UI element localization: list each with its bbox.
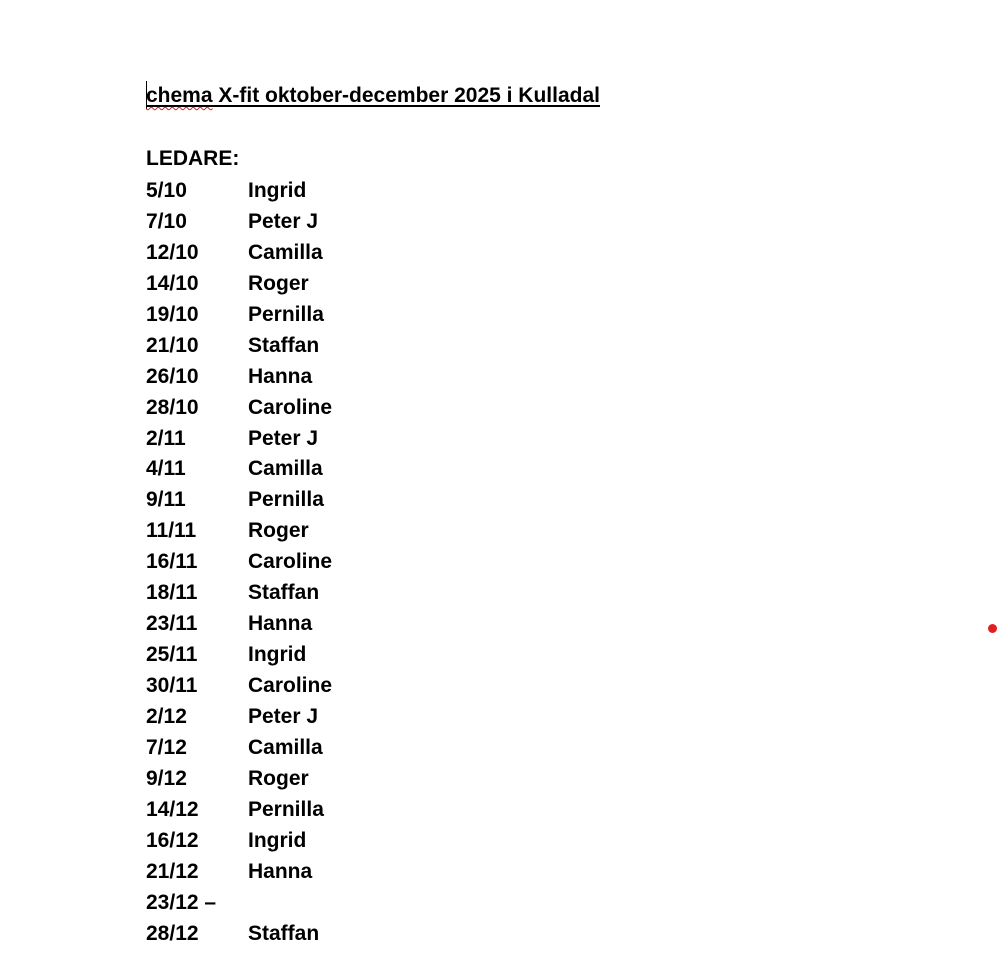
schedule-leader: Hanna [248, 364, 313, 388]
schedule-row [146, 702, 332, 733]
schedule-date: 16/11 [146, 550, 198, 574]
schedule-date: 23/11 [146, 612, 198, 636]
schedule-date: 30/11 [146, 674, 198, 697]
schedule-date: 28/10 [146, 395, 199, 419]
schedule-leader: Caroline [248, 395, 333, 419]
schedule-date: 9/11 [146, 488, 186, 512]
schedule-leader: Ingrid [248, 179, 307, 202]
schedule-leader: Caroline [248, 674, 333, 697]
schedule-row [146, 300, 332, 331]
schedule-row [146, 764, 332, 795]
schedule-date: 4/11 [146, 457, 186, 481]
schedule-date: 7/10 [146, 209, 187, 233]
schedule-row [146, 733, 332, 764]
schedule-row [146, 888, 332, 919]
schedule-row [146, 238, 332, 269]
schedule-row [146, 393, 332, 424]
schedule-date: 21/10 [146, 333, 199, 357]
schedule-row [146, 516, 332, 547]
schedule-row [146, 207, 332, 238]
title-rest: X-fit oktober-december 2025 i Kulladal [212, 84, 600, 107]
schedule-leader: Pernilla [248, 302, 324, 326]
document-title[interactable] [146, 84, 600, 108]
schedule-leader: Ingrid [248, 643, 307, 667]
schedule-leader: Staffan [248, 921, 320, 945]
schedule-row [146, 331, 332, 362]
schedule-row [146, 454, 332, 485]
schedule-row [146, 857, 332, 888]
schedule-date: 2/12 [146, 704, 187, 728]
schedule-leader: Pernilla [248, 488, 324, 512]
schedule-row [146, 795, 332, 826]
schedule-date: 14/12 [146, 797, 199, 821]
schedule-leader: Peter J [248, 209, 319, 233]
section-label-ledare: LEDARE: [146, 147, 240, 170]
red-marker-dot [988, 624, 997, 633]
schedule-leader: Hanna [248, 612, 313, 636]
schedule-leader: Ingrid [248, 828, 307, 852]
schedule-list [146, 176, 332, 949]
schedule-row [146, 826, 332, 857]
schedule-leader: Peter J [248, 426, 319, 450]
schedule-row [146, 485, 332, 516]
schedule-date: 19/10 [146, 302, 199, 326]
schedule-row [146, 919, 332, 950]
schedule-row [146, 269, 332, 300]
schedule-leader: Pernilla [248, 797, 324, 821]
schedule-leader: Camilla [248, 735, 323, 759]
schedule-date: 14/10 [146, 271, 199, 295]
schedule-row [146, 671, 332, 702]
schedule-date: 23/12 – [146, 890, 217, 914]
schedule-date: 11/11 [146, 519, 197, 543]
schedule-leader: Peter J [248, 704, 319, 728]
schedule-leader: Staffan [248, 333, 320, 357]
schedule-leader: Staffan [248, 581, 320, 605]
schedule-date: 9/12 [146, 766, 187, 790]
schedule-date: 25/11 [146, 643, 198, 667]
schedule-row [146, 609, 332, 640]
schedule-leader: Camilla [248, 457, 323, 481]
schedule-leader: Hanna [248, 859, 313, 883]
schedule-date: 12/10 [146, 240, 199, 264]
schedule-date: 21/12 [146, 859, 199, 883]
schedule-date: 5/10 [146, 179, 187, 202]
schedule-row [146, 424, 332, 455]
schedule-row [146, 578, 332, 609]
title-misspelled-word[interactable]: chema [146, 84, 213, 107]
schedule-date: 2/11 [146, 426, 186, 450]
schedule-leader: Roger [248, 271, 309, 295]
schedule-date: 16/12 [146, 828, 199, 852]
schedule-date: 18/11 [146, 581, 198, 605]
schedule-row [146, 547, 332, 578]
schedule-date: 7/12 [146, 735, 187, 759]
schedule-row [146, 640, 332, 671]
schedule-row [146, 362, 332, 393]
schedule-date: 28/12 [146, 921, 199, 945]
schedule-date: 26/10 [146, 364, 199, 388]
schedule-leader: Roger [248, 766, 309, 790]
schedule-row [146, 176, 332, 207]
schedule-leader: Caroline [248, 550, 333, 574]
schedule-leader: Camilla [248, 240, 323, 264]
schedule-leader: Roger [248, 519, 309, 543]
